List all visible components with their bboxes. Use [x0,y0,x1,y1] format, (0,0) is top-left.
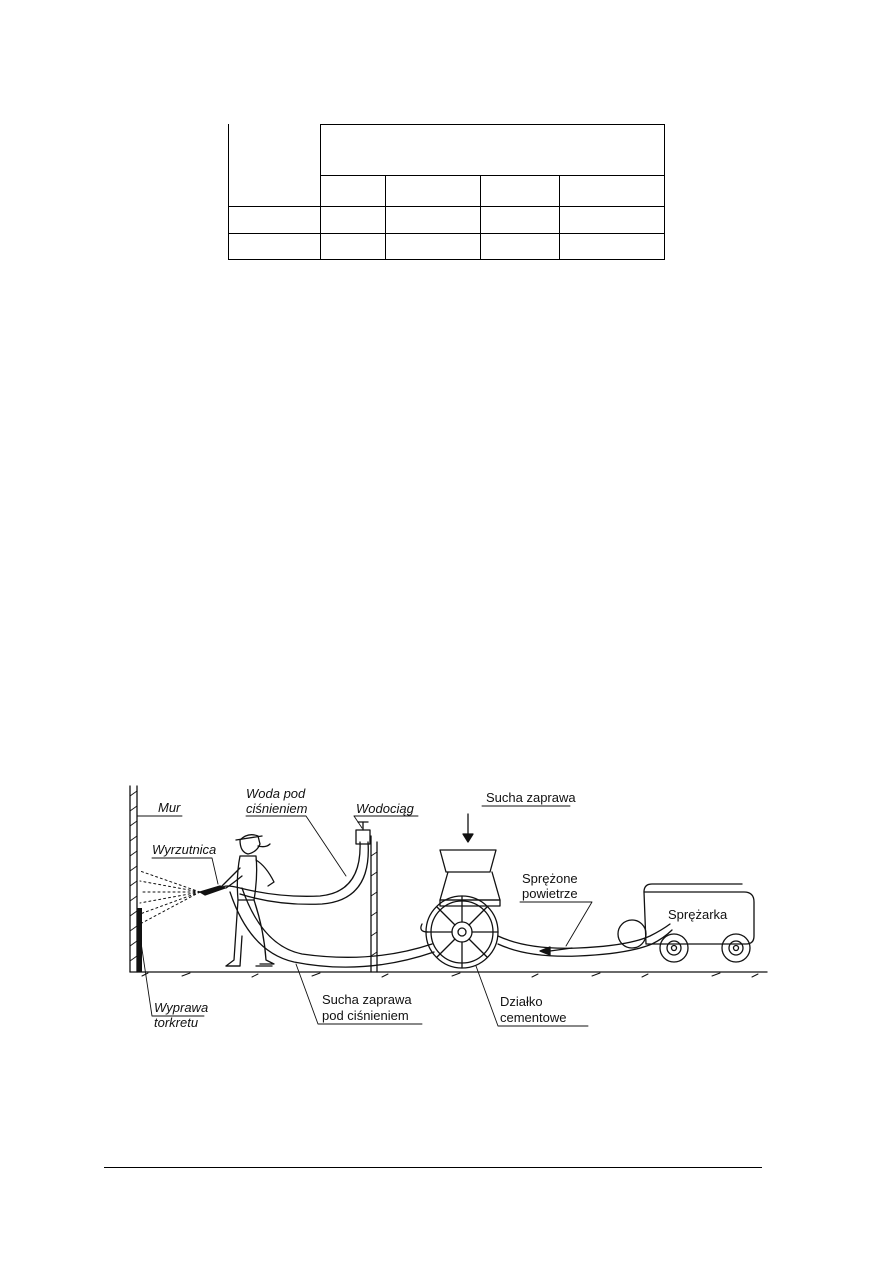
label-sprezone-line2: powietrze [522,886,578,901]
label-mur: Mur [158,800,181,815]
label-woda-line1: Woda pod [246,786,306,801]
label-sprezarka: Sprężarka [668,907,728,922]
label-sprezone-line1: Sprężone [522,871,578,886]
arrow-dry-mortar-head [463,834,473,842]
cement-gun [421,850,500,968]
water-supply-pipe [356,822,377,972]
shotcrete-illustration [122,776,770,1046]
label-sucha-pod-line1: Sucha zaprawa [322,992,412,1007]
nozzle-wyrzutnica [200,886,225,895]
label-wodociag: Wodociąg [356,801,414,816]
label-woda-line2: ciśnieniem [246,801,308,816]
spray-cone [140,871,200,924]
label-wyrzutnica: Wyrzutnica [152,842,217,857]
label-wyprawa-line1: Wyprawa [154,1000,209,1015]
mortar-hose-outer [242,888,432,957]
label-dzialko-line2: cementowe [500,1010,567,1025]
footer-divider [104,1167,762,1168]
empty-data-table [228,124,665,260]
compressor [618,884,754,962]
table-grid [228,124,665,260]
mortar-hose-inner [230,892,434,967]
label-wyprawa-line2: torkretu [154,1015,199,1030]
ground-hatching [142,973,758,977]
shotcrete-diagram [122,776,770,1046]
label-sucha-zaprawa-top: Sucha zaprawa [486,790,576,805]
air-flow-arrow [540,947,550,955]
label-dzialko-line1: Działko [500,994,543,1009]
wall-mur [130,786,137,972]
plaster-layer [137,908,142,972]
label-sucha-pod-line2: pod ciśnieniem [322,1008,409,1023]
water-hose-inner [240,842,368,904]
